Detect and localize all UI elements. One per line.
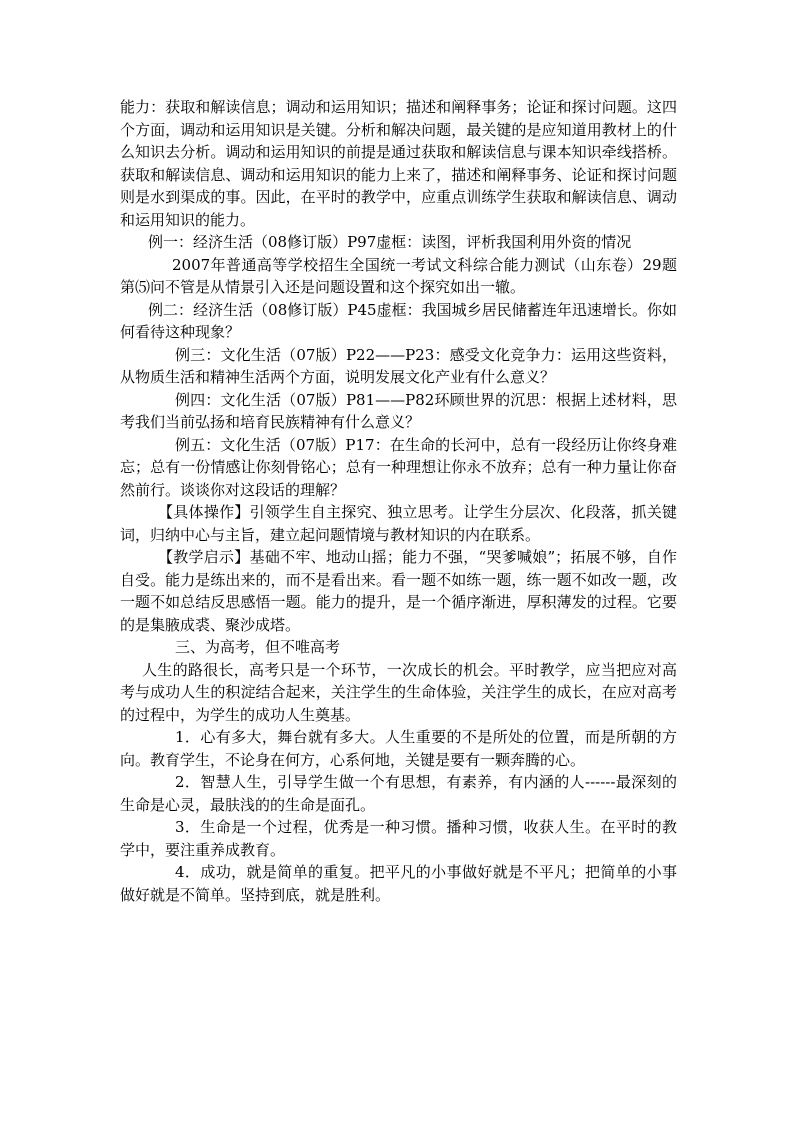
paragraph-example-1: 例一：经济生活（08修订版）P97虚框：读图，评析我国利用外资的情况 (148, 233, 632, 251)
list-item-4: 4．成功，就是简单的重复。把平凡的小事做好就是不平凡；把简单的小事做好就是不简单。坚持到底，就是胜利。 (120, 863, 677, 904)
paragraph-abilities: 能力：获取和解读信息；调动和运用知识；描述和阐释事务；论证和探讨问题。这四个方面，调动和运用知识是关键。分析和解决问题，最关键的是应知道用教材上的什么知识去分析。调动和运用知识的前提是通过获取和解读信息与课本知识牵线搭桥。获取和解读信息、调动和运用知识的能力上来了，描述和阐释事务、论证和探讨问题则是水到渠成的事。因此，在平时的教学中，应重点训练学生获取和解读信息、调动和运用知识的能力。 (120, 98, 677, 229)
section-heading-3: 三、为高考，但不唯高考 (175, 638, 341, 656)
paragraph-example-5: 例五：文化生活（07版）P17：在生命的长河中，总有一段经历让你终身难忘；总有一份情感让你刻骨铭心；总有一种理想让你永不放弃；总有一种力量让你奋然前行。谈谈你对这段话的理解？ (120, 435, 677, 499)
list-item-2: 2．智慧人生，引导学生做一个有思想，有素养，有内涵的人------最深刻的生命是心灵，最肤浅的的生命是面孔。 (120, 773, 677, 814)
paragraph-operation: 【具体操作】引领学生自主探究、独立思考。让学生分层次、化段落，抓关键词，归纳中心与主旨，建立起问题情境与教材知识的内在联系。 (120, 503, 677, 544)
list-item-3: 3．生命是一个过程，优秀是一种习惯。播种习惯，收获人生。在平时的教学中，要注重养成教育。 (120, 818, 677, 859)
list-item-1: 1．心有多大，舞台就有多大。人生重要的不是所处的位置，而是所朝的方向。教育学生，不论身在何方，心系何地，关键是要有一颗奔腾的心。 (120, 728, 677, 769)
paragraph-example-2: 例二：经济生活（08修订版）P45虚框：我国城乡居民储蓄连年迅速增长。你如何看待这种现象？ (120, 300, 677, 341)
paragraph-example-4: 例四：文化生活（07版）P81——P82环顾世界的沉思：根据上述材料，思考我们当前弘扬和培育民族精神有什么意义？ (120, 390, 677, 431)
paragraph-exam-2007: 2007年普通高等学校招生全国统一考试文科综合能力测试（山东卷）29题第⑸问不管是从情景引入还是问题设置和这个探究如出一辙。 (120, 255, 677, 296)
paragraph-example-3: 例三：文化生活（07版）P22——P23：感受文化竞争力：运用这些资料，从物质生活和精神生活两个方面，说明发展文化产业有什么意义？ (120, 345, 677, 386)
paragraph-life-path: 人生的路很长，高考只是一个环节，一次成长的机会。平时教学，应当把应对高考与成功人生的积淀结合起来，关注学生的生命体验，关注学生的成长，在应对高考的过程中，为学生的成功人生奠基。 (120, 660, 677, 724)
document-body (120, 96, 677, 906)
paragraph-teaching-insight: 【教学启示】基础不牢、地动山摇；能力不强，“哭爹喊娘”；拓展不够，自作自受。能力是练出来的，而不是看出来。看一题不如练一题，练一题不如改一题，改一题不如总结反思感悟一题。能力的提升，是一个循序渐进，厚积薄发的过程。它要的是集腋成裘、聚沙成塔。 (120, 548, 677, 634)
